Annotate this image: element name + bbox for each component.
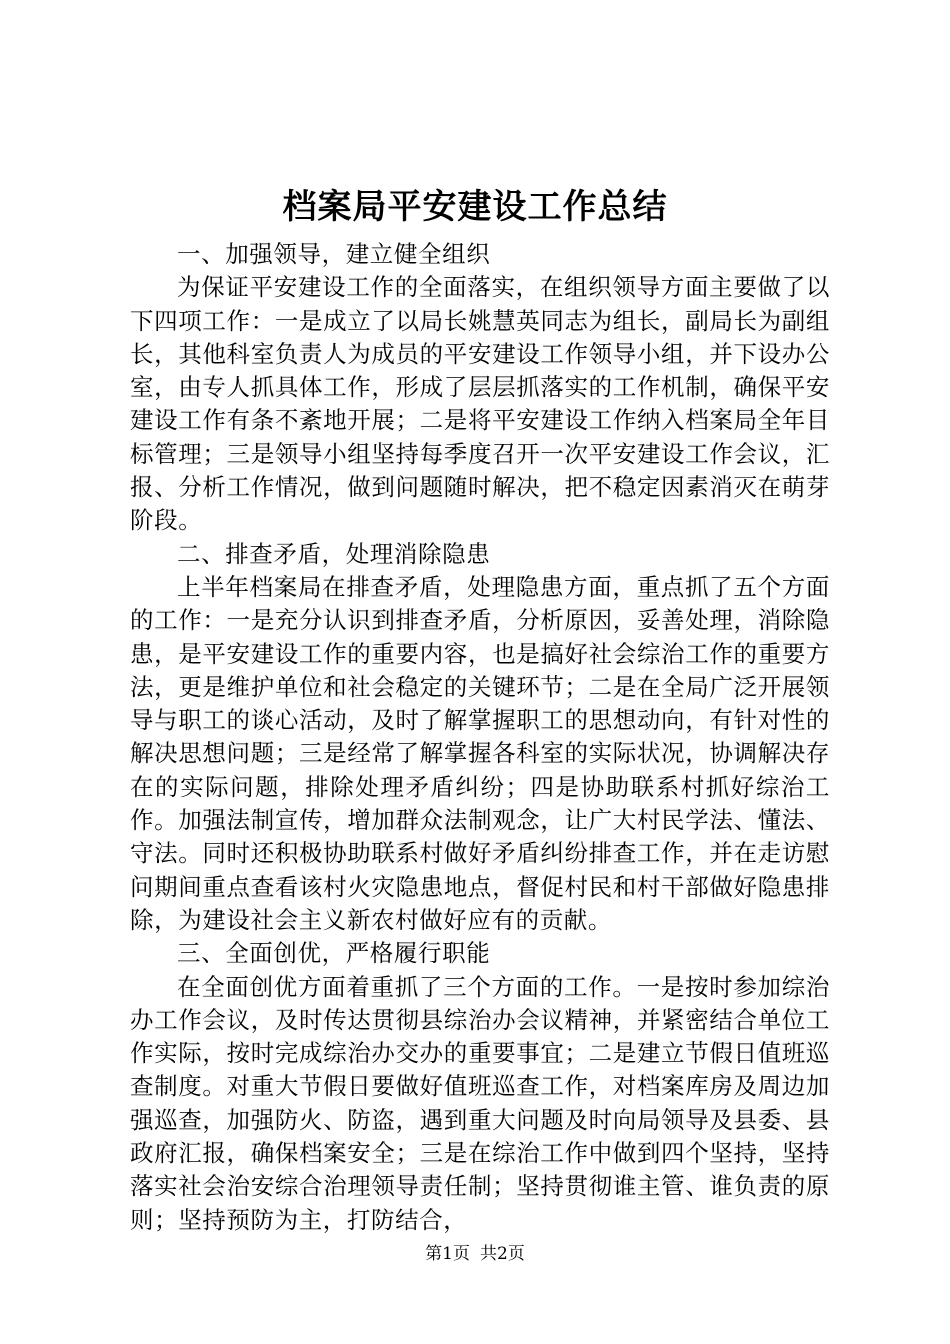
paragraph-3: 在全面创优方面着重抓了三个方面的工作。一是按时参加综治办工作会议，及时传达贯彻县综治办会议精神，并紧密结合单位工作实际，按时完成综治办交办的重要事宜；二是建立节假日值班巡查制度。对重大节假日要做好值班巡查工作，对档案库房及周边加强巡查，加强防火、防盗，遇到重大问题及时向局领导及县委、县政府汇报，确保档案安全；三是在综治工作中做到四个坚持，坚持落实社会治安综合治理领导责任制；坚持贯彻谁主管、谁负责的原则；坚持预防为主，打防结合， xyxy=(130,972,830,1234)
section-heading-3: 三、全面创优，严格履行职能 xyxy=(177,939,491,968)
document-title: 档案局平安建设工作总结 xyxy=(282,187,668,227)
page-footer xyxy=(0,1242,950,1266)
document-body xyxy=(130,238,830,1237)
paragraph-2: 上半年档案局在排查矛盾，处理隐患方面，重点抓了五个方面的工作：一是充分认识到排查矛盾，分析原因，妥善处理，消除隐患，是平安建设工作的重要内容，也是搞好社会综治工作的重要方法，更是维护单位和社会稳定的关键环节；二是在全局广泛开展领导与职工的谈心活动，及时了解掌握职工的思想动向，有针对性的解决思想问题；三是经常了解掌握各科室的实际状况，协调解决存在的实际问题，排除处理矛盾纠纷；四是协助联系村抓好综治工作。加强法制宣传，增加群众法制观念，让广大村民学法、懂法、守法。同时还积极协助联系村做好矛盾纠纷排查工作，并在走访慰问期间重点查看该村火灾隐患地点，督促村民和村干部做好隐患排除，为建设社会主义新农村做好应有的贡献。 xyxy=(130,572,830,934)
page-number: 第1页 xyxy=(425,1244,470,1264)
page-total: 共2页 xyxy=(480,1244,525,1264)
section-heading-2: 二、排查矛盾，处理消除隐患 xyxy=(177,539,491,568)
paragraph-1: 为保证平安建设工作的全面落实，在组织领导方面主要做了以下四项工作：一是成立了以局长姚慧英同志为组长，副局长为副组长，其他科室负责人为成员的平安建设工作领导小组，并下设办公室，由专人抓具体工作，形成了层层抓落实的工作机制，确保平安建设工作有条不紊地开展；二是将平安建设工作纳入档案局全年目标管理；三是领导小组坚持每季度召开一次平安建设工作会议，汇报、分析工作情况，做到问题随时解决，把不稳定因素消灭在萌芽阶段。 xyxy=(130,273,830,535)
section-heading-1: 一、加强领导，建立健全组织 xyxy=(177,240,491,268)
